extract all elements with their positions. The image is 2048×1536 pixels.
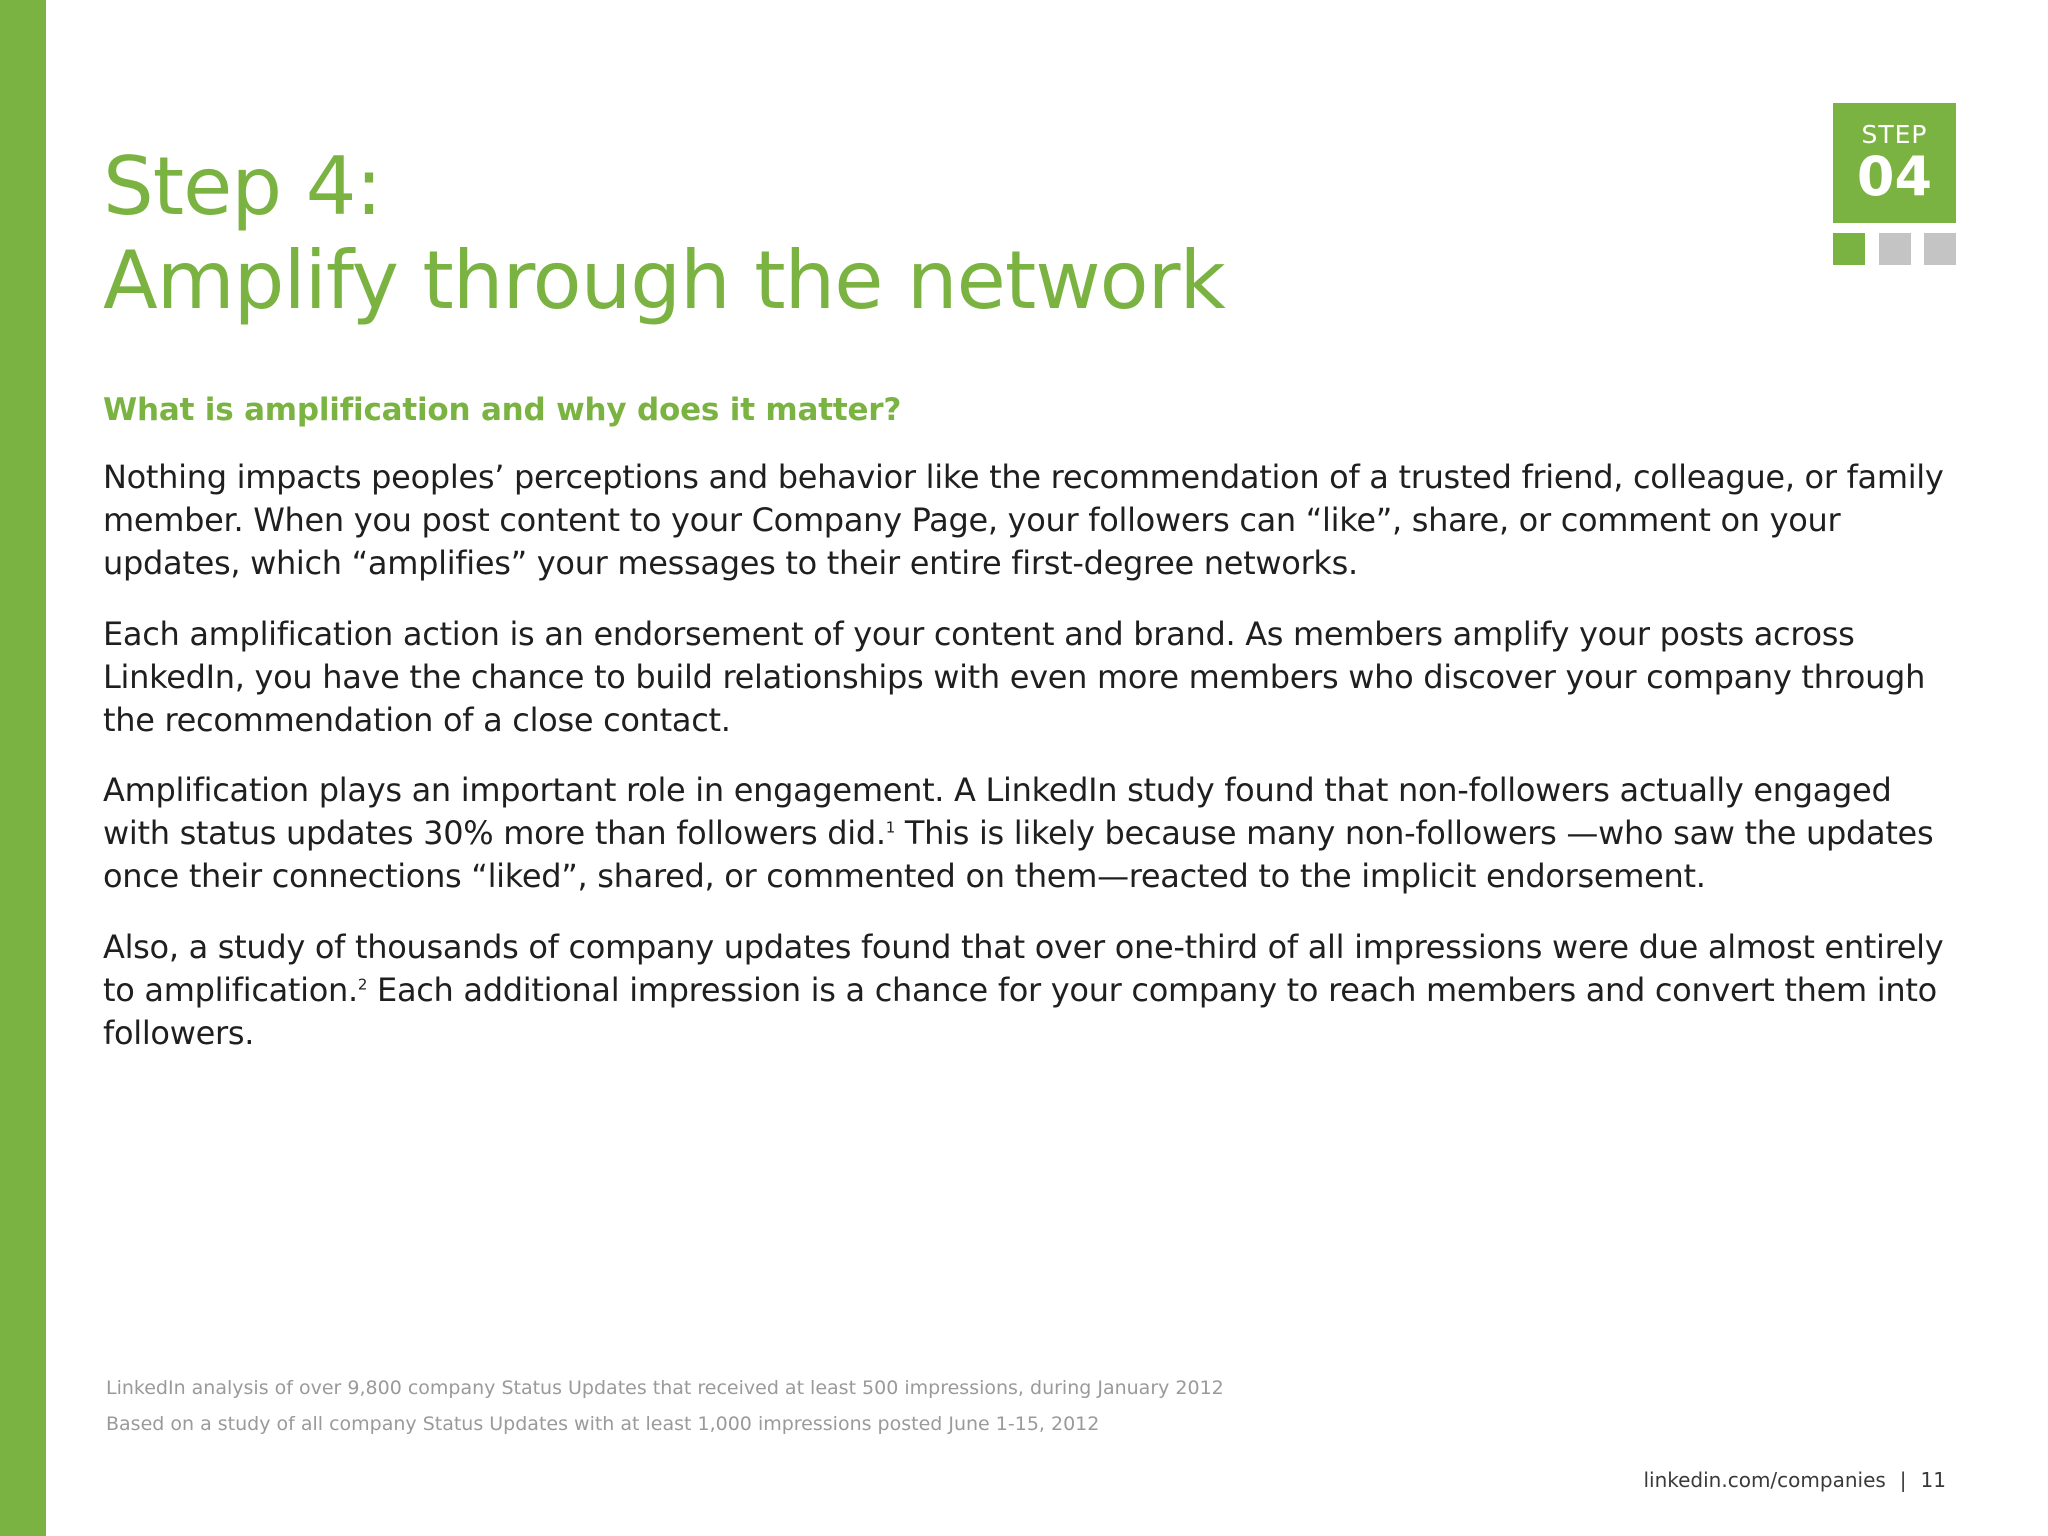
paragraph-4-text-a: Also, a study of thousands of company updates found that over one-third of all impressions were due almost entirely to amplification.: [103, 928, 1944, 1009]
footnote-2: Based on a study of all company Status Updates with at least 1,000 impressions posted June 1-15, 2012: [106, 1413, 1100, 1435]
footnote-1: LinkedIn analysis of over 9,800 company Status Updates that received at least 500 impressions, during January 2012: [106, 1377, 1224, 1399]
left-accent-bar: [0, 0, 46, 1536]
footnote-ref-1: 1: [885, 818, 896, 837]
footer-separator: |: [1899, 1468, 1907, 1492]
section-question: What is amplification and why does it matter?: [103, 392, 902, 428]
page-title: [103, 140, 1225, 328]
title-line-1: Step 4:: [103, 140, 382, 233]
paragraph-4: [103, 926, 1958, 1055]
paragraph-3-text-a: Amplification plays an important role in engagement. A LinkedIn study found that non-followers actually engaged with status updates 30% more than followers did.: [103, 771, 1892, 852]
footer-link[interactable]: linkedin.com/companies: [1643, 1468, 1886, 1492]
paragraph-3: [103, 769, 1958, 898]
footnote-ref-2: 2: [357, 975, 368, 994]
step-number: 04: [1856, 145, 1933, 208]
step-progress-indicator: [1833, 233, 1956, 265]
paragraph-4-text-b: Each additional impression is a chance for your company to reach members and convert them into followers.: [103, 971, 1937, 1052]
step-badge: [1833, 103, 1956, 223]
paragraph-3-text-b: This is likely because many non-followers —who saw the updates once their connections “liked”, shared, or commented on them—reacted to the implicit endorsement.: [103, 814, 1934, 895]
progress-square-active: [1833, 233, 1865, 265]
page-number: 11: [1920, 1468, 1946, 1492]
paragraph-1: Nothing impacts peoples’ perceptions and behavior like the recommendation of a trusted friend, colleague, or family member. When you post content to your Company Page, your followers can “like”, share, or comment on your updates, which “amplifies” your messages to their entire first-degree networks.: [103, 458, 1944, 582]
step-label: STEP: [1861, 120, 1928, 149]
progress-square-inactive: [1924, 233, 1956, 265]
progress-square-inactive: [1879, 233, 1911, 265]
paragraph-2: Each amplification action is an endorsement of your content and brand. As members amplify your posts across LinkedIn, you have the chance to build relationships with even more members who discover your company through the recommendation of a close contact.: [103, 615, 1926, 739]
page-footer: [1643, 1468, 1946, 1492]
title-line-2: Amplify through the network: [103, 234, 1225, 327]
